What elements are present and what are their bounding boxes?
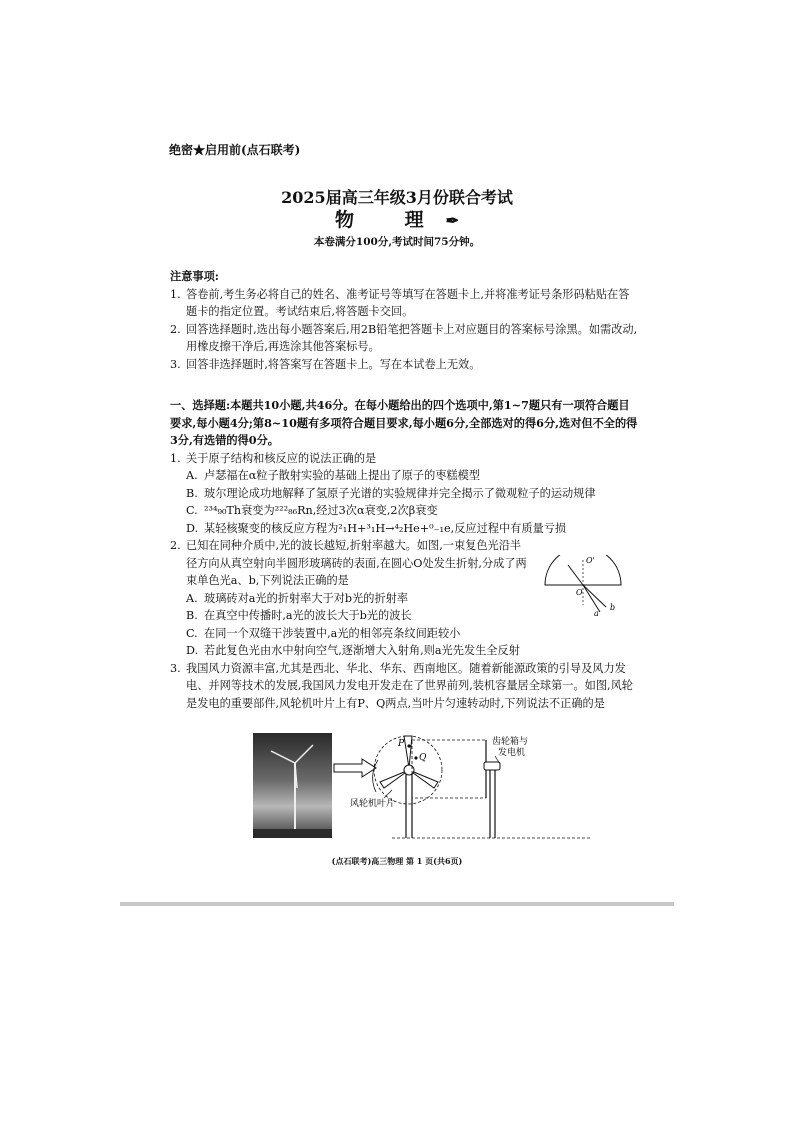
exam-title: 2025届高三年级3月份联合考试 <box>281 188 513 207</box>
label-b: b <box>610 603 616 612</box>
label-a: a <box>594 609 599 617</box>
label-p: P <box>398 739 405 749</box>
option-a: A. 卢瑟福在α粒子散射实验的基础上提出了原子的枣糕模型 <box>186 469 481 482</box>
blade-label: 风轮机叶片 <box>350 798 396 808</box>
notes-section <box>170 268 640 373</box>
question-number: 1. <box>170 451 181 465</box>
subject-name: 物 理 <box>334 209 446 231</box>
section-heading: 一、选择题:本题共10小题,共46分。在每小题给出的四个选项中,第1~7题只有一项符合题目要求,每小题4分;第8~10题有多项符合题目要求,每小题6分,全部选对的得6分,选对但不全的得3分,有选错的得0分。 <box>170 398 638 447</box>
note-item: 1. 答卷前,考生务必将自己的姓名、准考证号等填写在答题卡上,并将准考证号条形码粘贴在答题卡的指定位置。考试结束后,将答题卡交回。 <box>170 287 630 318</box>
semicircle-glass-figure <box>540 555 630 617</box>
generator-label: 发电机 <box>498 747 526 757</box>
question-number: 3. <box>170 661 181 675</box>
label-o: O <box>576 588 583 597</box>
question-number: 2. <box>170 539 181 552</box>
note-text: 回答非选择题时,将答案写在答题卡上。写在本试卷上无效。 <box>186 357 481 371</box>
option-a: A. 玻璃砖对a光的折射率大于对b光的折射率 <box>186 591 409 605</box>
score-note: 本卷满分100分,考试时间75分钟。 <box>313 236 481 248</box>
subject-title <box>0 205 794 232</box>
wind-turbine-photo <box>253 733 332 838</box>
option-c: C. 在同一个双缝干涉装置中,a光的相邻亮条纹间距较小 <box>186 626 461 640</box>
note-item: 2. 回答选择题时,选出每小题答案后,用2B铅笔把答题卡上对应题目的答案标号涂黑。如需改动,用橡皮擦干净后,再选涂其他答案标号。 <box>170 322 638 353</box>
question-stem: 我国风力资源丰富,尤其是西北、华北、华东、西南地区。随着新能源政策的引导及风力发电、并网等技术的发展,我国风力发电开发走在了世界前列,装机容量居全球第一。如图,风轮是发电的重要部件,风轮机叶片上有P、Q两点,当叶片匀速转动时,下列说法不正确的是 <box>186 661 633 710</box>
confidential-label: 绝密★启用前(点石联考) <box>169 143 301 157</box>
option-d: D. 若此复色光由水中射向空气,逐渐增大入射角,则a光先发生全反射 <box>186 644 520 657</box>
note-text: 回答选择题时,选出每小题答案后,用2B铅笔把答题卡上对应题目的答案标号涂黑。如需改动,用橡皮擦干净后,再选涂其他答案标号。 <box>186 322 638 353</box>
label-q: Q <box>419 753 427 763</box>
option-c: C. ²³⁴₉₀Th衰变为²²²₈₆Rn,经过3次α衰变,2次β衰变 <box>186 504 438 517</box>
question-stem: 关于原子结构和核反应的说法正确的是 <box>186 451 377 465</box>
wind-turbine-diagram <box>332 732 592 840</box>
option-b: B. 玻尔理论成功地解释了氢原子光谱的实验规律并完全揭示了微观粒子的运动规律 <box>186 486 596 500</box>
notes-title: 注意事项: <box>170 269 219 283</box>
note-text: 答卷前,考生务必将自己的姓名、准考证号等填写在答题卡上,并将准考证号条形码粘贴在答题卡的指定位置。考试结束后,将答题卡交回。 <box>186 287 630 318</box>
page-footer: (点石联考)高三物理 第 1 页(共6页) <box>331 856 463 866</box>
option-b: B. 在真空中传播时,a光的波长大于b光的波长 <box>186 609 412 622</box>
question-2 <box>170 537 531 590</box>
pen-icon: ✒ <box>445 211 460 230</box>
question-3 <box>170 660 640 713</box>
page-divider <box>120 902 674 906</box>
label-o-prime: O' <box>586 556 595 565</box>
option-d: D. 某轻核聚变的核反应方程为²₁H+³₁H→⁴₂He+⁰₋₁e,反应过程中有质量亏损 <box>186 521 567 535</box>
gearbox-label: 齿轮箱与 <box>492 736 529 746</box>
question-1 <box>170 450 640 468</box>
question-stem: 已知在同种介质中,光的波长越短,折射率越大。如图,一束复色光沿半径方向从真空射向半圆形玻璃砖的表面,在圆心O处发生折射,分成了两束单色光a、b,下列说法正确的是 <box>186 539 527 587</box>
note-item: 3. 回答非选择题时,将答案写在答题卡上。写在本试卷上无效。 <box>170 357 481 371</box>
